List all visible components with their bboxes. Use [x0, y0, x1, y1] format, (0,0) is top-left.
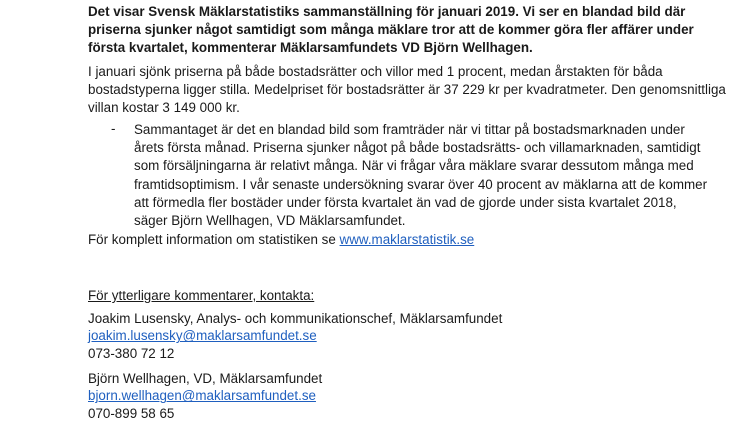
lead-paragraph: Det visar Svensk Mäklarstatistiks sammanställning för januari 2019. Vi ser en blandad bild där priserna sjunker något samtidigt som många mäklare tror att de kommer göra fler affärer under första kvartalet, kommenterar Mäklarsamfundets VD Björn Wellhagen.	[88, 4, 694, 56]
contacts-heading: För ytterligare kommentarer, kontakta:	[88, 288, 315, 303]
contact-email-link[interactable]: bjorn.wellhagen@maklarsamfundet.se	[88, 388, 316, 404]
statistics-info-line	[88, 231, 728, 249]
contact-card-wellhagen	[88, 370, 322, 422]
price-paragraph: I januari sjönk priserna på både bostadsrätter och villor med 1 procent, medan årstakten för båda bostadstyperna ligger stilla. Medelpriset för bostadsrätter är 37 229 kr per kvadratmeter. Den genomsnittliga villan kostar 3 149 000 kr.	[88, 64, 726, 116]
contact-name-title: Björn Wellhagen, VD, Mäklarsamfundet	[88, 371, 323, 386]
contact-name-title: Joakim Lusensky, Analys- och kommunikationschef, Mäklarsamfundet	[88, 311, 503, 326]
contact-phone: 070-899 58 65	[88, 405, 175, 421]
contact-email-link[interactable]: joakim.lusensky@maklarsamfundet.se	[88, 328, 317, 344]
statistics-website-link[interactable]: www.maklarstatistik.se	[339, 232, 475, 247]
contact-card-lusensky	[88, 310, 502, 362]
quote-text: Sammantaget är det en blandad bild som framträder när vi tittar på bostadsmarknaden under årets första månad. Priserna sjunker något på både bostadsrätts- och villamarknaden, samtidigt som försäljningarna är relativt många. När vi frågar våra mäklare svarar dessutom många med framtidsoptimism. I vår senaste undersökning svarar över 40 procent av mäklarna att de kommer att förmedla fler bostäder under första kvartalet än vad de gjorde under sista kvartalet 2018, säger Björn Wellhagen, VD Mäklarsamfundet.	[134, 122, 708, 229]
statistics-info-text: För komplett information om statistiken se	[88, 232, 340, 247]
quote-bullet: -	[111, 121, 116, 136]
contact-phone: 073-380 72 12	[88, 345, 175, 361]
